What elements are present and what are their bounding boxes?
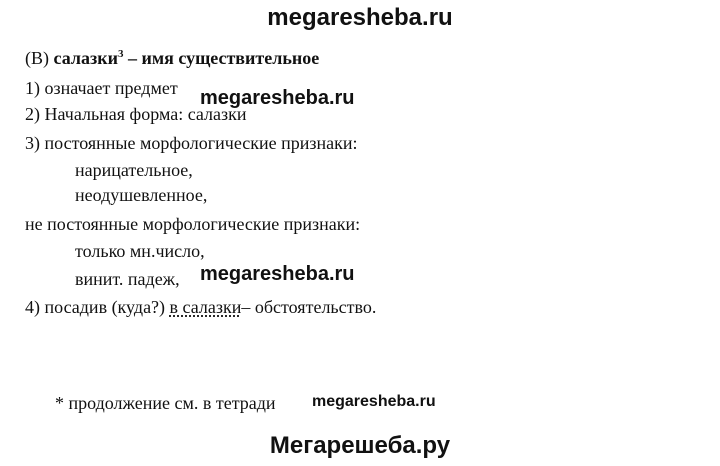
word-superscript: 3 bbox=[117, 48, 124, 60]
analysis-line-6: не постоянные морфологические признаки: bbox=[25, 214, 361, 234]
watermark-top: megaresheba.ru bbox=[267, 4, 453, 31]
analysis-line-3: 3) постоянные морфологические признаки: bbox=[25, 133, 358, 153]
footnote: * продолжение см. в тетради bbox=[55, 393, 276, 413]
line9-underlined-phrase: в салазки bbox=[169, 297, 242, 317]
analyzed-word: салазки bbox=[53, 48, 118, 68]
analysis-line-1: 1) означает предмет bbox=[25, 78, 178, 98]
analysis-line-8: винит. падеж, bbox=[75, 269, 180, 289]
line9-suffix: – обстоятельство. bbox=[241, 297, 377, 317]
analysis-line-9 bbox=[25, 298, 376, 316]
analysis-line-2: 2) Начальная форма: салазки bbox=[25, 104, 247, 124]
line9-prefix: 4) посадив (куда?) bbox=[25, 297, 166, 317]
analysis-line-5: неодушевленное, bbox=[75, 185, 208, 205]
watermark-middle-2: megaresheba.ru bbox=[200, 263, 355, 285]
watermark-small: megaresheba.ru bbox=[312, 393, 436, 410]
analysis-line-4: нарицательное, bbox=[75, 160, 193, 180]
analysis-line-7: только мн.число, bbox=[75, 241, 205, 261]
watermark-bottom: Мегарешеба.ру bbox=[269, 432, 451, 459]
analysis-heading bbox=[25, 49, 319, 67]
variant-label: (В) bbox=[25, 48, 49, 68]
part-of-speech: – имя существительное bbox=[127, 48, 320, 68]
watermark-middle-1: megaresheba.ru bbox=[200, 87, 355, 109]
